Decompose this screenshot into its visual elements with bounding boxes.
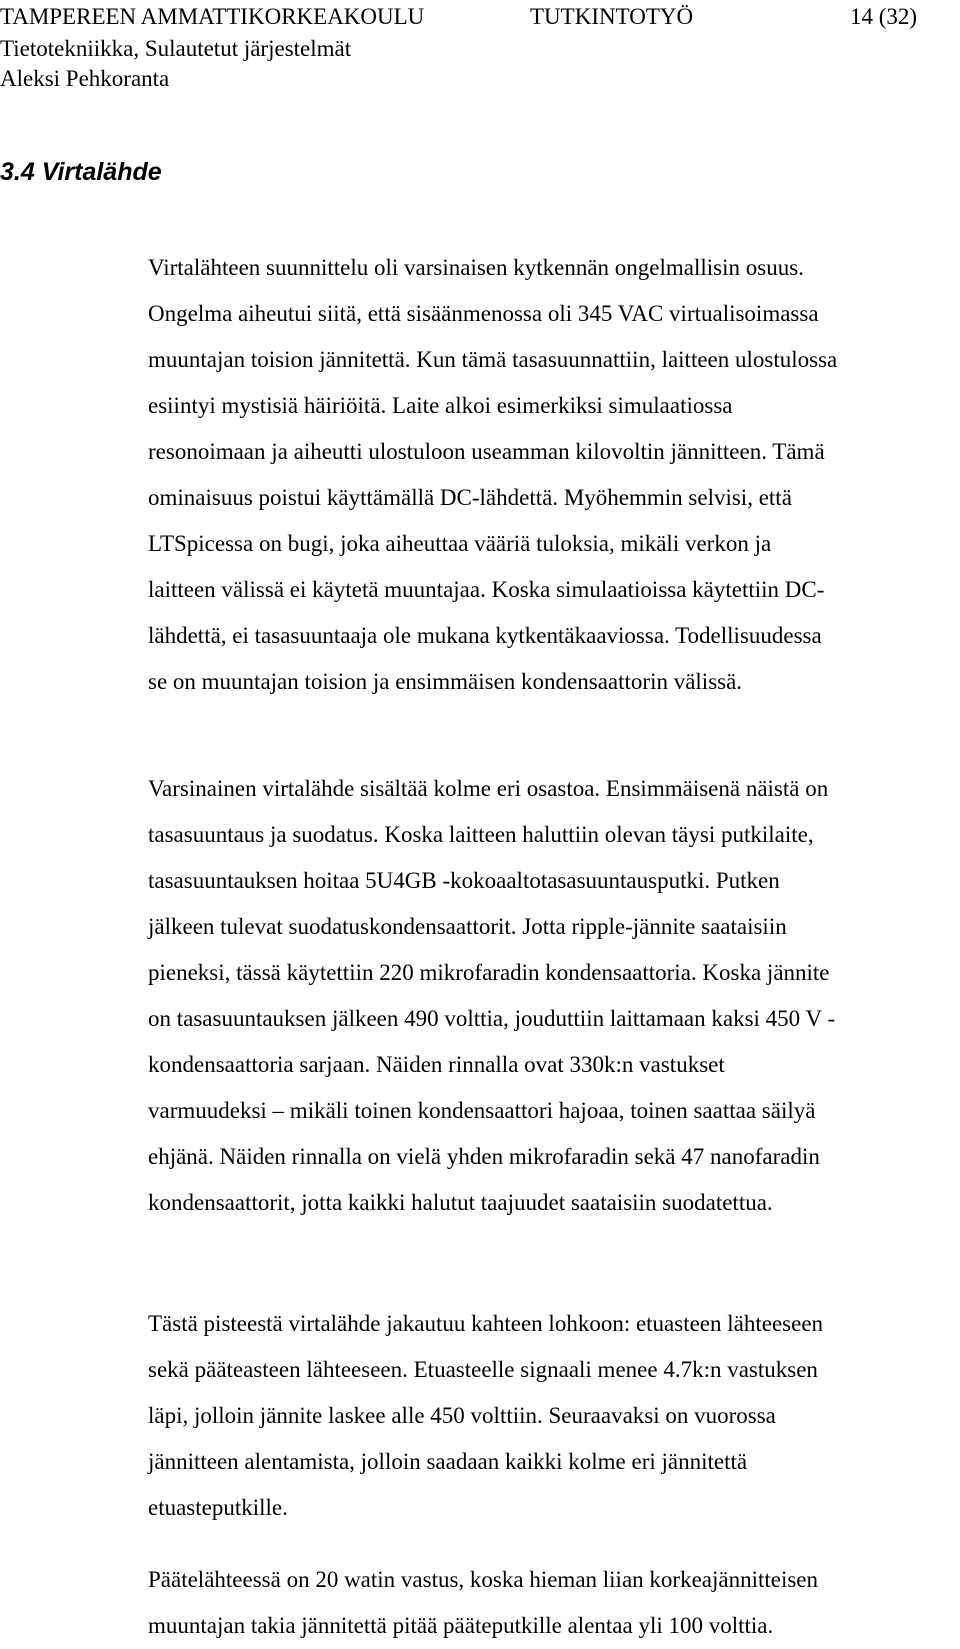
text-line: sekä pääteasteen lähteeseen. Etuasteelle signaali menee 4.7k:n vastuksen [148, 1357, 818, 1382]
text-line: kondensaattorit, jotta kaikki halutut taajuudet saataisiin suodatettua. [148, 1190, 773, 1215]
text-line: LTSpicessa on bugi, joka aiheuttaa vääriä tuloksia, mikäli verkon ja [148, 531, 772, 556]
text-line: etuasteputkille. [148, 1495, 288, 1520]
text-line: kondensaattoria sarjaan. Näiden rinnalla ovat 330k:n vastukset [148, 1052, 725, 1077]
text-line: laitteen välissä ei käytetä muuntajaa. Koska simulaatioissa käytettiin DC- [148, 577, 825, 602]
text-line: Tästä pisteestä virtalähde jakautuu kahteen lohkoon: etuasteen lähteeseen [148, 1311, 824, 1336]
text-line: muuntajan toision jännitettä. Kun tämä tasasuunnattiin, laitteen ulostulossa [148, 347, 838, 372]
text-line: läpi, jolloin jännite laskee alle 450 volttiin. Seuraavaksi on vuorossa [148, 1403, 776, 1428]
text-line: ehjänä. Näiden rinnalla on vielä yhden mikrofaradin sekä 47 nanofaradin [148, 1144, 820, 1169]
header-department: Tietotekniikka, Sulautetut järjestelmät [0, 36, 352, 61]
text-line: lähdettä, ei tasasuuntaaja ole mukana kytkentäkaaviossa. Todellisuudessa [148, 623, 822, 648]
text-line: muuntajan takia jännitettä pitää pääteputkille alentaa yli 100 volttia. [148, 1613, 774, 1638]
header-document-type: TUTKINTOTYÖ [530, 4, 694, 29]
text-line: ominaisuus poistui käyttämällä DC-lähdettä. Myöhemmin selvisi, että [148, 485, 792, 510]
text-line: esiintyi mystisiä häiriöitä. Laite alkoi esimerkiksi simulaatiossa [148, 393, 733, 418]
header-author: Aleksi Pehkoranta [0, 66, 170, 91]
text-line: jälkeen tulevat suodatuskondensaattorit. Jotta ripple-jännite saataisiin [148, 914, 787, 939]
text-line: tasasuuntauksen hoitaa 5U4GB -kokoaaltotasasuuntausputki. Putken [148, 868, 780, 893]
text-line: varmuudeksi – mikäli toinen kondensaattori hajoaa, toinen saattaa säilyä [148, 1098, 816, 1123]
text-line: Virtalähteen suunnittelu oli varsinaisen kytkennän ongelmallisin osuus. [148, 255, 804, 280]
text-line: tasasuuntaus ja suodatus. Koska laitteen haluttiin olevan täysi putkilaite, [148, 822, 814, 847]
text-line: Ongelma aiheutui siitä, että sisäänmenossa oli 345 VAC virtualisoimassa [148, 301, 819, 326]
section-heading: 3.4 Virtalähde [0, 158, 162, 186]
paragraph-4 [148, 1557, 953, 1649]
text-line: Päätelähteessä on 20 watin vastus, koska hieman liian korkeajännitteisen [148, 1567, 819, 1592]
text-line: resonoimaan ja aiheutti ulostuloon useamman kilovoltin jännitteen. Tämä [148, 439, 825, 464]
paragraph-3 [148, 1301, 953, 1531]
text-line: Varsinainen virtalähde sisältää kolme eri osastoa. Ensimmäisenä näistä on [148, 776, 829, 801]
header-institution: TAMPEREEN AMMATTIKORKEAKOULU [0, 4, 425, 29]
text-line: on tasasuuntauksen jälkeen 490 volttia, jouduttiin laittamaan kaksi 450 V - [148, 1006, 836, 1031]
header-page-number: 14 (32) [850, 4, 918, 29]
paragraph-1 [148, 245, 953, 705]
text-line: se on muuntajan toision ja ensimmäisen kondensaattorin välissä. [148, 669, 743, 694]
text-line: pieneksi, tässä käytettiin 220 mikrofaradin kondensaattoria. Koska jännite [148, 960, 830, 985]
text-line: jännitteen alentamista, jolloin saadaan kaikki kolme eri jännitettä [148, 1449, 748, 1474]
paragraph-2 [148, 766, 953, 1226]
